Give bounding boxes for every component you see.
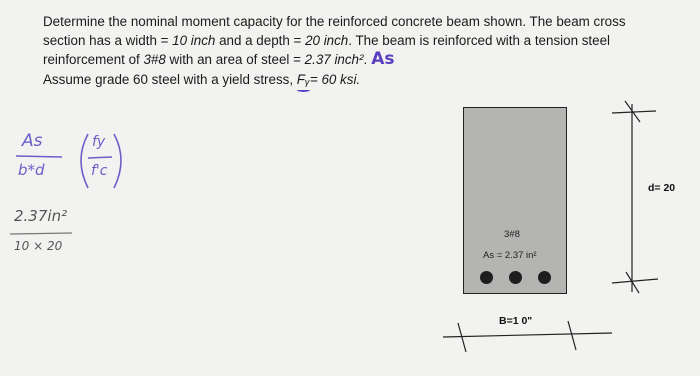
depth-dimension-label: d= 20 [648, 182, 676, 194]
problem-line-4: Assume grade 60 steel with a yield stress, Fᵧ= 60 ksi. [43, 70, 683, 89]
problem-line-3: reinforcement of 3#8 with an area of steel = 2.37 inch². As [43, 49, 395, 70]
problem-line-2: section has a width = 10 inch and a depth = 20 inch. The beam is reinforced with a tension steel [43, 33, 611, 49]
hand-bd: b*d [18, 161, 45, 179]
width-value: 10 inch [172, 33, 216, 49]
as-annotation: As [371, 49, 395, 70]
fy-value: = 60 ksi. [309, 71, 361, 87]
bars-value: 3#8 [143, 52, 166, 68]
width-dimension-line [443, 333, 612, 337]
problem-line-1: Determine the nominal moment capacity for the reinforced concrete beam shown. The beam cross [43, 14, 626, 29]
fraction-bar-1 [16, 156, 62, 157]
hand-fy: fy [92, 134, 106, 150]
fraction-bar-2 [88, 157, 112, 158]
depth-value: 20 inch [305, 33, 349, 49]
fraction-bar-3 [10, 233, 72, 234]
width-dimension-label: B=1 0" [499, 315, 533, 327]
hand-as: As [22, 131, 43, 151]
bar-count-label: 3#8 [504, 229, 520, 240]
steel-area-label: As = 2.37 in² [483, 250, 537, 261]
area-value: 2.37 inch² [304, 52, 364, 68]
hand-denominator: 10 × 20 [14, 239, 63, 253]
left-paren [81, 134, 88, 188]
fy-symbol: Fᵧ [297, 70, 310, 89]
hand-fc: f'c [91, 163, 108, 179]
hand-area: 2.37in² [14, 207, 68, 225]
right-paren [114, 134, 121, 188]
